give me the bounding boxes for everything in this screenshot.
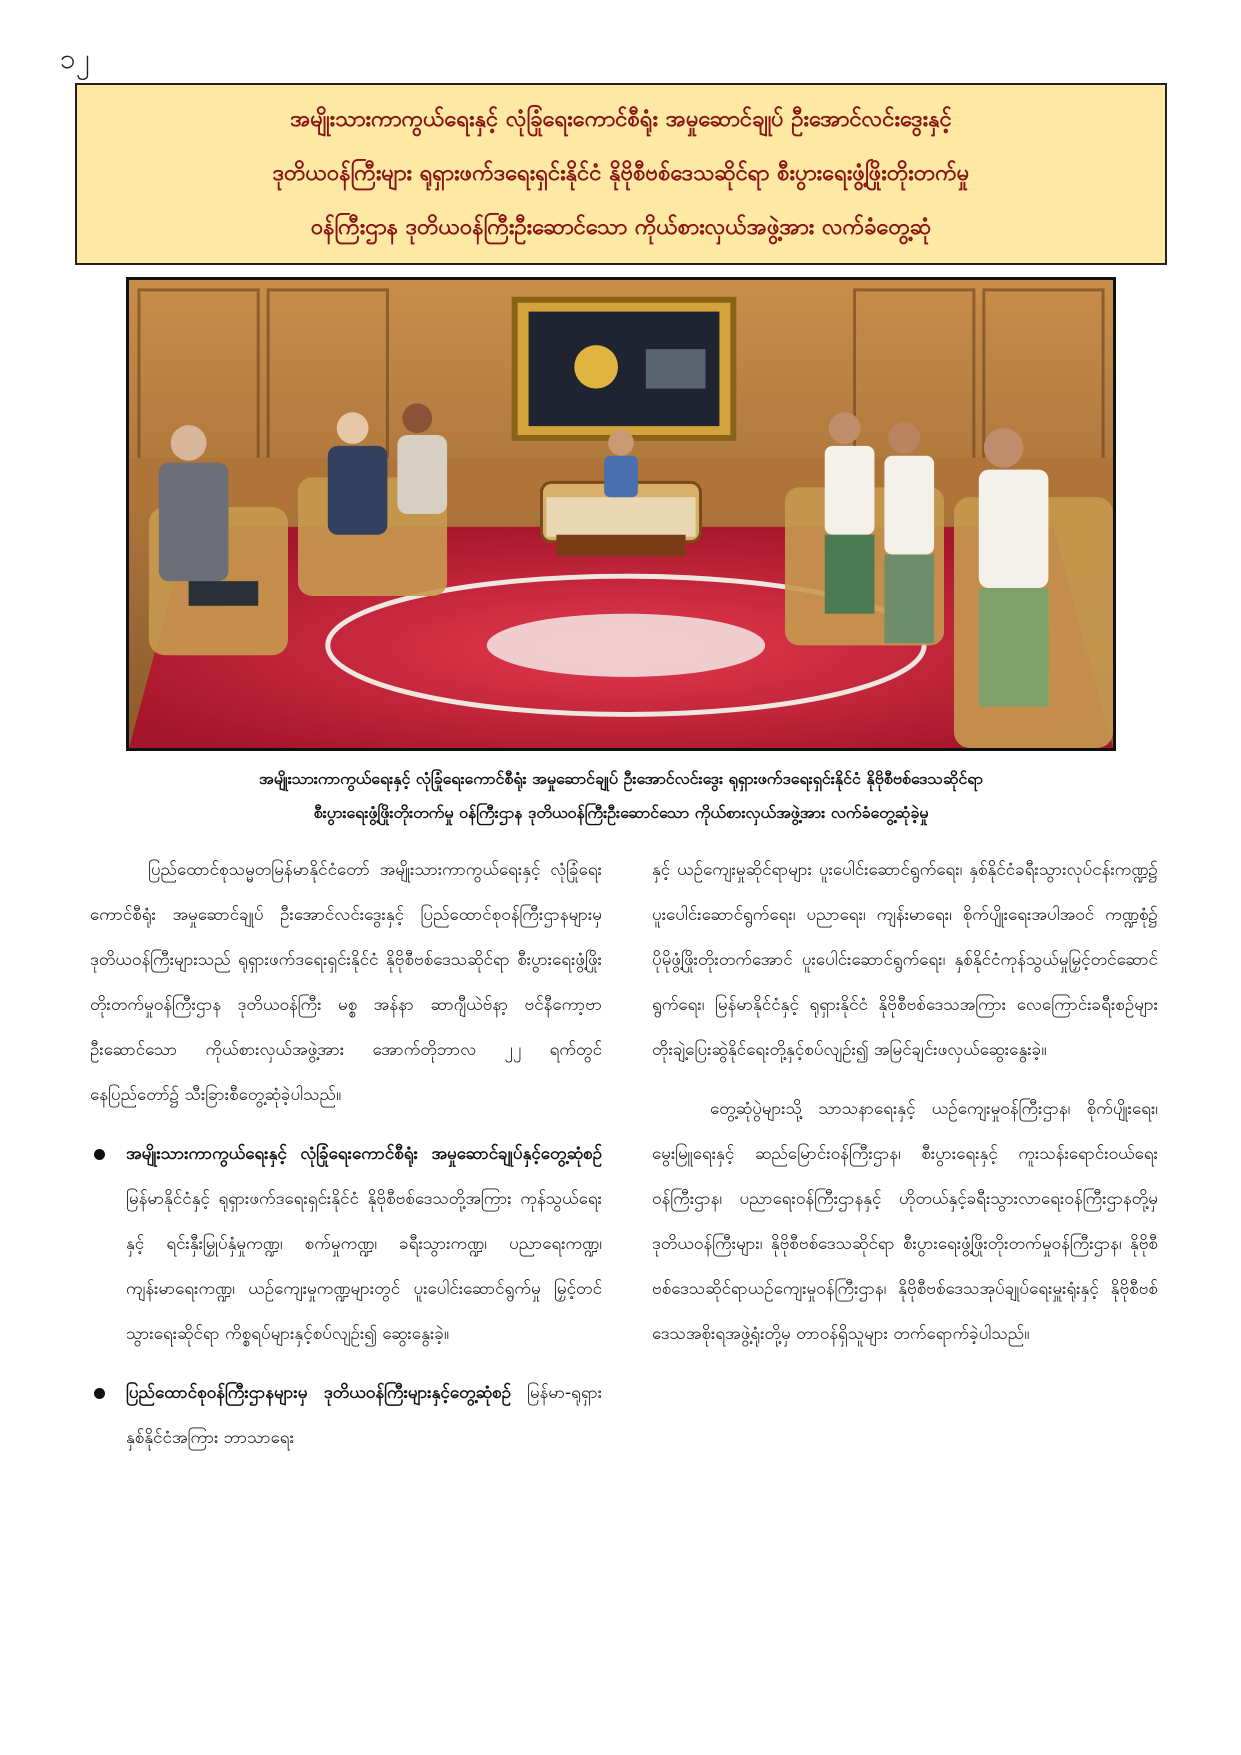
left-column (90, 848, 602, 1475)
headline-line-3: ဝန်ကြီးဌာန ဒုတိယဝန်ကြီးဦးဆောင်သော ကိုယ်စားလှယ်အဖွဲ့အား လက်ခံတွေ့ဆုံ (310, 215, 932, 240)
photo-caption (90, 762, 1152, 830)
intro-paragraph: ပြည်ထောင်စုသမ္မတမြန်မာနိုင်ငံတော် အမျိုးသားကာကွယ်ရေးနှင့် လုံခြုံရေးကောင်စီရုံး အမှုဆောင်ချုပ် ဦးအောင်လင်းဒွေးနှင့် ပြည်ထောင်စုဝန်ကြီးဌာနများမှ ဒုတိယဝန်ကြီးများသည် ရုရှားဖက်ဒရေးရှင်းနိုင်ငံ နိုဗိုစီဗစ်ဒေသဆိုင်ရာ စီးပွားရေးဖွံ့ဖြိုးတိုးတက်မှုဝန်ကြီးဌာန ဒုတိယဝန်ကြီး မစ္စ အန်နာ ဆာဂျီယဲဗ်နာ့ ဗင်နီကော့ဗာ ဦးဆောင်သော ကိုယ်စားလှယ်အဖွဲ့အား အောက်တိုဘာလ ၂၂ ရက်တွင် နေပြည်တော်၌ သီးခြားစီတွေ့ဆုံခဲ့ပါသည်။ (90, 860, 602, 1105)
headline-box (75, 83, 1167, 265)
bullet-dot-icon (94, 1149, 105, 1160)
bullet-2-text: မြန်မာ-ရုရှား နှစ်နိုင်ငံအကြား ဘာသာရေး (126, 1383, 603, 1448)
bullet-item-2 (90, 1371, 602, 1461)
right-paragraph-2: တွေ့ဆုံပွဲများသို့ သာသနာရေးနှင့် ယဉ်ကျေးမှုဝန်ကြီးဌာန၊ စိုက်ပျိုးရေး၊ မွေးမြူရေးနှင့် ဆည်မြောင်းဝန်ကြီးဌာန၊ စီးပွားရေးနှင့် ကူးသန်းရောင်းဝယ်ရေးဝန်ကြီးဌာန၊ ပညာရေးဝန်ကြီးဌာနနှင့် ဟိုတယ်နှင့်ခရီးသွားလာရေးဝန်ကြီးဌာနတို့မှ ဒုတိယဝန်ကြီးများ၊ နိုဗိုစီဗစ်ဒေသဆိုင်ရာ စီးပွားရေးဖွံ့ဖြိုးတိုးတက်မှုဝန်ကြီးဌာန၊ နိုဗိုစီဗစ်ဒေသဆိုင်ရာယဉ်ကျေးမှုဝန်ကြီးဌာန၊ နိုဗိုစီဗစ်ဒေသအုပ်ချုပ်ရေးမှူးရုံးနှင့် နိုဗိုစီဗစ်ဒေသအစိုးရအဖွဲ့ရုံးတို့မှ တာဝန်ရှိသူများ တက်ရောက်ခဲ့ပါသည်။ (652, 1099, 1158, 1344)
bullet-1-heading: အမျိုးသားကာကွယ်ရေးနှင့် လုံခြုံရေးကောင်စီရုံး အမှုဆောင်ချုပ်နှင့်တွေ့ဆုံစဉ် (126, 1144, 602, 1164)
bullet-item-1 (90, 1132, 602, 1357)
meeting-photo-illustration (129, 280, 1113, 748)
headline-line-2: ဒုတိယဝန်ကြီးများ ရုရှားဖက်ဒရေးရှင်းနိုင်ငံ နိုဗိုစီဗစ်ဒေသဆိုင်ရာ စီးပွားရေးဖွံ့ဖြိုးတိုးတက်မှု (272, 161, 970, 186)
right-column (652, 848, 1158, 1371)
page-number: ၁၂ (60, 42, 90, 75)
caption-line-2: စီးပွားရေးဖွံ့ဖြိုးတိုးတက်မှု ဝန်ကြီးဌာန ဒုတိယဝန်ကြီးဦးဆောင်သော ကိုယ်စားလှယ်အဖွဲ့အား လက်ခံတွေ့ဆုံခဲ့မှု (313, 803, 929, 822)
bullet-1-text: မြန်မာနိုင်ငံနှင့် ရုရှားဖက်ဒရေးရှင်းနိုင်ငံ နိုဗိုစီဗစ်ဒေသတို့အကြား ကုန်သွယ်ရေးနှင့် ရင်းနှီးမြှုပ်နှံမှုကဏ္ဍ၊ စက်မှုကဏ္ဍ၊ ခရီးသွားကဏ္ဍ၊ ပညာရေးကဏ္ဍ၊ ကျန်းမာရေးကဏ္ဍ၊ ယဉ်ကျေးမှုကဏ္ဍများတွင် ပူးပေါင်းဆောင်ရွက်မှု မြှင့်တင်သွားရေးဆိုင်ရာ ကိစ္စရပ်များနှင့်စပ်လျဉ်း၍ ဆွေးနွေးခဲ့။ (126, 1189, 602, 1344)
bullet-2-heading: ပြည်ထောင်စုဝန်ကြီးဌာနများမှ ဒုတိယဝန်ကြီးများနှင့်တွေ့ဆုံစဉ် (126, 1383, 512, 1403)
meeting-photo (126, 277, 1116, 751)
bullet-dot-icon (94, 1388, 105, 1399)
caption-line-1: အမျိုးသားကာကွယ်ရေးနှင့် လုံခြုံရေးကောင်စီရုံး အမှုဆောင်ချုပ် ဦးအောင်လင်းဒွေး ရုရှားဖက်ဒရေးရှင်းနိုင်ငံ နိုဗိုစီဗစ်ဒေသဆိုင်ရာ (259, 769, 983, 788)
right-paragraph-1: နှင့် ယဉ်ကျေးမှုဆိုင်ရာများ ပူးပေါင်းဆောင်ရွက်ရေး၊ နှစ်နိုင်ငံခရီးသွားလုပ်ငန်းကဏ္ဍ၌ ပူးပေါင်းဆောင်ရွက်ရေး၊ ပညာရေး၊ ကျန်းမာရေး၊ စိုက်ပျိုးရေးအပါအဝင် ကဏ္ဍစုံ၌ ပိုမိုဖွံ့ဖြိုးတိုးတက်အောင် ပူးပေါင်းဆောင်ရွက်ရေး၊ နှစ်နိုင်ငံကုန်သွယ်မှုမြှင့်တင်ဆောင်ရွက်ရေး၊ မြန်မာနိုင်ငံနှင့် ရုရှားနိုင်ငံ နိုဗိုစီဗစ်ဒေသအကြား လေကြောင်းခရီးစဉ်များ တိုးချဲ့ပြေးဆွဲနိုင်ရေးတို့နှင့်စပ်လျဉ်း၍ အမြင်ချင်းဖလှယ်ဆွေးနွေးခဲ့။ (652, 860, 1158, 1060)
headline-line-1: အမျိုးသားကာကွယ်ရေးနှင့် လုံခြုံရေးကောင်စီရုံး အမှုဆောင်ချုပ် ဦးအောင်လင်းဒွေးနှင့် (290, 107, 952, 132)
